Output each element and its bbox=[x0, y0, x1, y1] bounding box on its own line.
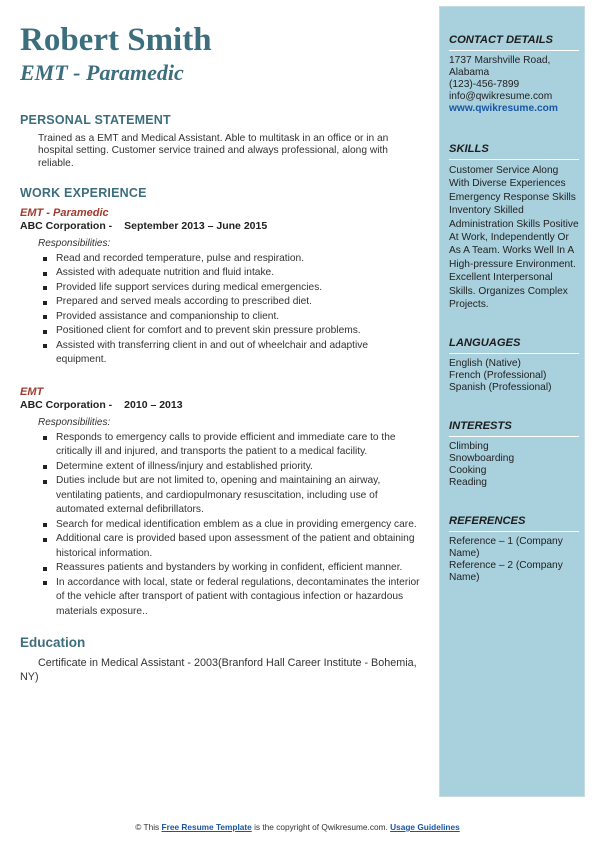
usage-guidelines-link[interactable]: Usage Guidelines bbox=[390, 822, 460, 832]
company-name: ABC Corporation - bbox=[20, 398, 113, 411]
job-title: EMT bbox=[20, 385, 44, 398]
responsibilities-list bbox=[20, 431, 420, 620]
divider bbox=[449, 531, 579, 532]
divider bbox=[449, 353, 579, 354]
responsibilities-label: Responsibilities: bbox=[38, 237, 111, 249]
education-heading: Education bbox=[20, 635, 86, 651]
candidate-name: Robert Smith bbox=[20, 22, 212, 58]
skills-heading: SKILLS bbox=[449, 143, 489, 155]
skills-text: Customer Service Along With Diverse Experiences Emergency Response Skills Inventory Skilled Administration Skills Positive At Work, Independently Or As A Team. Works Well In A High-pressure Environment. Excellent Interpersonal Skills. Organizes Complex Projects. bbox=[449, 165, 579, 311]
interest-item: Reading bbox=[449, 477, 487, 489]
footer-prefix: © This bbox=[135, 822, 160, 832]
responsibilities-label: Responsibilities: bbox=[38, 416, 111, 428]
divider bbox=[449, 159, 579, 160]
education-text: Certificate in Medical Assistant - 2003(Branford Hall Career Institute - Bohemia, NY) bbox=[20, 657, 417, 684]
free-resume-template-link[interactable]: Free Resume Template bbox=[161, 822, 252, 832]
footer-copyright: is the copyright of Qwikresume.com. bbox=[254, 822, 388, 832]
sidebar-content bbox=[449, 34, 581, 584]
list-item: Reassures patients and bystanders by working in confident, efficient manner. bbox=[56, 561, 420, 576]
interest-item: Climbing bbox=[449, 441, 489, 453]
reference-item: Reference – 2 (Company Name) bbox=[449, 560, 563, 584]
list-item: Search for medical identification emblem as a clue in providing emergency care. bbox=[56, 518, 420, 533]
list-item: Determine extent of illness/injury and established priority. bbox=[56, 460, 420, 475]
work-experience-heading: WORK EXPERIENCE bbox=[20, 185, 147, 200]
divider bbox=[449, 436, 579, 437]
contact-website-link[interactable]: www.qwikresume.com bbox=[449, 103, 558, 114]
list-item: Positioned client for comfort and to prevent skin pressure problems. bbox=[56, 324, 420, 339]
list-item: Provided life support services during medical emergencies. bbox=[56, 281, 420, 296]
list-item: Assisted with transferring client in and out of wheelchair and adaptive equipment. bbox=[56, 339, 420, 368]
footer bbox=[0, 822, 595, 832]
contact-email[interactable]: info@qwikresume.com bbox=[449, 91, 553, 102]
divider bbox=[449, 50, 579, 51]
job-title: EMT - Paramedic bbox=[20, 206, 109, 219]
list-item: Provided assistance and companionship to client. bbox=[56, 310, 420, 325]
interests-heading: INTERESTS bbox=[449, 420, 512, 433]
language-item: Spanish (Professional) bbox=[449, 382, 552, 394]
language-item: French (Professional) bbox=[449, 370, 547, 382]
interest-item: Snowboarding bbox=[449, 453, 515, 465]
job-entry bbox=[20, 207, 420, 368]
job-dates: 2010 – 2013 bbox=[124, 398, 183, 411]
list-item: Responds to emergency calls to provide efficient and immediate care to the critically ill and injured, and transports the patient to a medical facility. bbox=[56, 431, 420, 460]
language-item: English (Native) bbox=[449, 358, 521, 370]
job-company bbox=[20, 220, 420, 233]
contact-heading: CONTACT DETAILS bbox=[449, 34, 553, 46]
list-item: Additional care is provided based upon assessment of the patient and obtaining historical information. bbox=[56, 532, 420, 561]
reference-item: Reference – 1 (Company Name) bbox=[449, 536, 563, 560]
contact-address: 1737 Marshville Road, Alabama bbox=[449, 55, 551, 78]
main-column bbox=[20, 22, 420, 684]
personal-statement-heading: PERSONAL STATEMENT bbox=[20, 113, 171, 127]
list-item: In accordance with local, state or federal regulations, decontaminates the interior of the vehicle after transport of patient with contagious infection or hazardous materials exposure.. bbox=[56, 576, 420, 620]
references-heading: REFERENCES bbox=[449, 515, 526, 528]
sidebar bbox=[439, 6, 585, 797]
list-item: Read and recorded temperature, pulse and respiration. bbox=[56, 252, 420, 267]
list-item: Assisted with adequate nutrition and fluid intake. bbox=[56, 266, 420, 281]
contact-phone: (123)-456-7899 bbox=[449, 79, 520, 90]
languages-heading: LANGUAGES bbox=[449, 337, 521, 350]
personal-statement-text: Trained as a EMT and Medical Assistant. Able to multitask in an office or in an hospital setting. Customer service trained and always professional, along with reliable. bbox=[38, 133, 389, 169]
job-company bbox=[20, 399, 420, 412]
company-name: ABC Corporation - bbox=[20, 219, 113, 232]
responsibilities-list bbox=[20, 252, 420, 368]
interest-item: Cooking bbox=[449, 465, 487, 477]
job-dates: September 2013 – June 2015 bbox=[124, 219, 268, 232]
list-item: Prepared and served meals according to prescribed diet. bbox=[56, 295, 420, 310]
list-item: Duties include but are not limited to, opening and maintaining an airway, ventilating patients, and cardiopulmonary resuscitation, including use of automated external defibrillators. bbox=[56, 474, 420, 518]
candidate-title: EMT - Paramedic bbox=[20, 60, 184, 85]
job-entry bbox=[20, 386, 420, 620]
